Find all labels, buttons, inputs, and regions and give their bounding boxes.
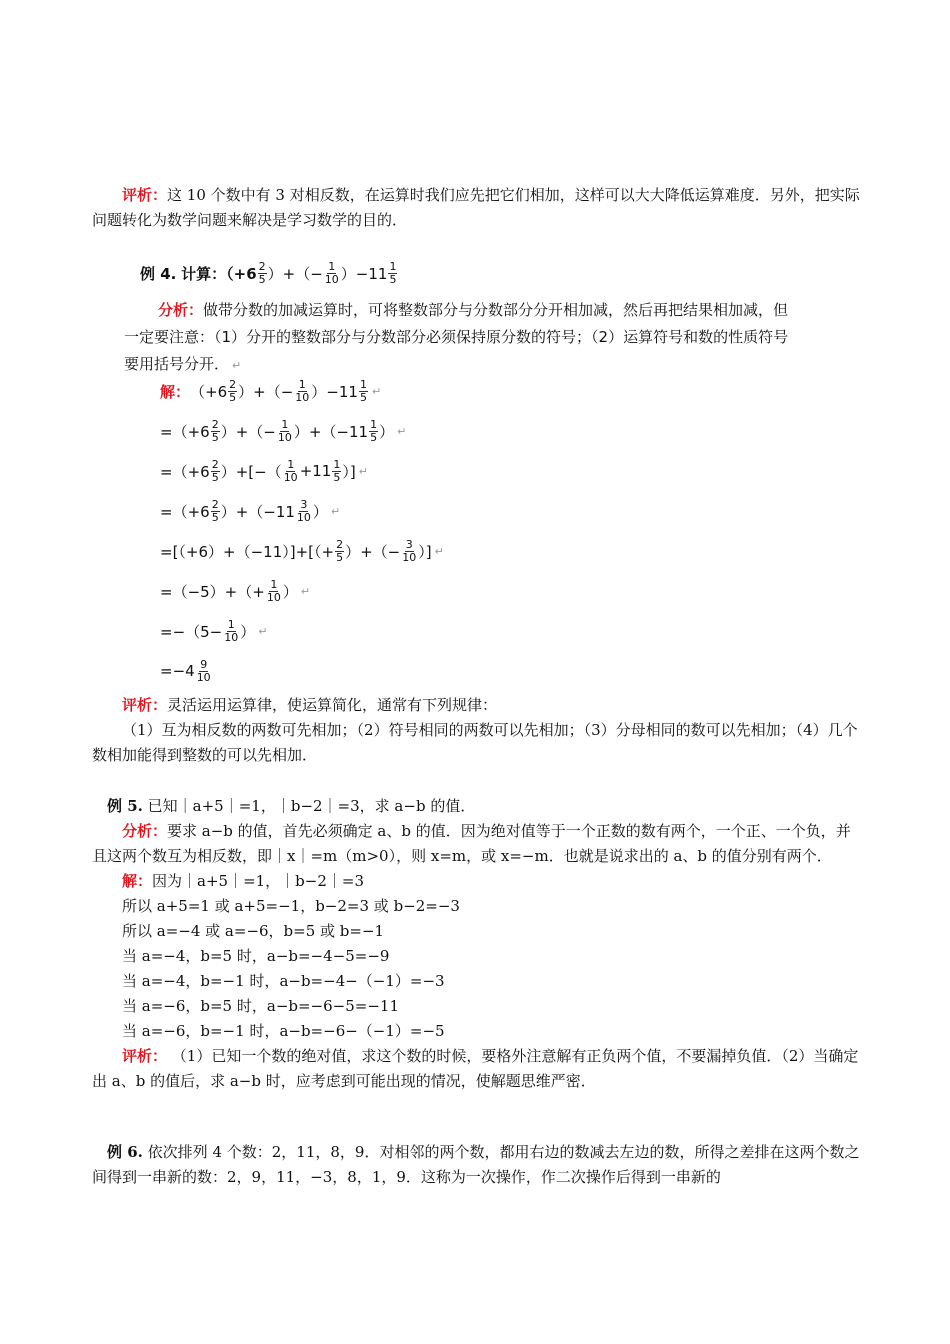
example-4-analysis: 分析：做带分数的加减运算时，可将整数部分与分数部分分开相加减，然后再把结果相加减，但一定要注意：（1）分开的整数部分与分数部分必须保持原分数的符号；（2）运算符号和数的性质符号要用括号分开． ↵ [124, 301, 789, 373]
comment-text: （1）已知一个数的绝对值，求这个数的时候，要格外注意解有正负两个值，不要漏掉负值．（2）当确定出 a、b 的值后，求 a−b 时，应考虑到可能出现的情况，使解题思维严密． [92, 1047, 859, 1090]
solution-label: 解： [160, 382, 191, 401]
comment-paragraph-1 [92, 183, 862, 233]
solution-line: 当 a=−6，b=−1 时，a−b=−6−（−1）=−5 [122, 1022, 445, 1040]
example-6-text: 依次排列 4 个数：2，11，8，9．对相邻的两个数，都用右边的数减去左边的数，所得之差排在这两个数之间得到一串新的数：2，9，11，−3，8，1，9．这称为一次操作，作二次操作后得到一串新的 [92, 1143, 860, 1186]
solution-line: 所以 a+5=1 或 a+5=−1，b−2=3 或 b−2=−3 [122, 897, 460, 915]
solution-line-3: =（+6 $\frac{2}{5}$ ）+（−11 $\frac{3}{10}$ ） ↵ [160, 497, 341, 524]
solution-line-1: =（+6 $\frac{2}{5}$ ）+（− $\frac{1}{10}$ ）+（−11 $\frac{1}{5}$ ） ↵ [160, 417, 407, 444]
comment-text: 灵活运用运算律，使运算简化，通常有下列规律： [167, 696, 498, 714]
analysis-text: 要求 a−b 的值，首先必须确定 a、b 的值．因为绝对值等于一个正数的数有两个，一个正、一个负，并且这两个数互为相反数，即｜x｜=m（m>0），则 x=m，或 x=−m．也就是说求出的 a、b 的值分别有两个． [92, 822, 851, 865]
example-4-comment [92, 693, 862, 768]
solution-label: 解： [122, 872, 153, 890]
example-6-label: 例 6. [107, 1143, 143, 1161]
solution-line: 因为｜a+5｜=1，｜b−2｜=3 [152, 872, 365, 890]
solution-line: 当 a=−4，b=−1 时，a−b=−4−（−1）=−3 [122, 972, 445, 990]
example-4-label: 例 4. [140, 264, 177, 283]
solution-line-6: =−（5− $\frac{1}{10}$ ） ↵ [160, 617, 268, 644]
comment-label: 评析： [122, 186, 168, 204]
solution-line-0: 解： （+6 $\frac{2}{5}$ ）+（− $\frac{1}{10}$ ）−11 $\frac{1}{5}$ ↵ [160, 377, 382, 404]
example-5-block [92, 794, 862, 1094]
example-6-block [92, 1140, 862, 1190]
example-5-label: 例 5. [107, 797, 143, 815]
solution-line-2: =（+6 $\frac{2}{5}$ ）+[−（ $\frac{1}{10}$ +11 $\frac{1}{5}$ ）] ↵ [160, 457, 368, 484]
comment-label: 评析： [122, 696, 168, 714]
analysis-label: 分析： [158, 301, 204, 319]
analysis-label: 分析： [122, 822, 168, 840]
example-5-question: 已知｜a+5｜=1，｜b−2｜=3，求 a−b 的值． [147, 797, 476, 815]
solution-line-5: =（−5）+（+ $\frac{1}{10}$ ） ↵ [160, 577, 311, 604]
example-4-block [124, 255, 804, 695]
comment-rules: （1）互为相反数的两数可先相加；（2）符号相同的两数可以先相加；（3）分母相同的数可以先相加；（4）几个数相加能得到整数的可以先相加． [92, 721, 858, 764]
comment-text: 这 10 个数中有 3 对相反数，在运算时我们应先把它们相加，这样可以大大降低运算难度．另外，把实际问题转化为数学问题来解决是学习数学的目的． [92, 186, 860, 229]
solution-line-4: =[（+6）+（−11）]+[（+ $\frac{2}{5}$ ）+（− $\frac{3}{10}$ ）] ↵ [160, 537, 444, 564]
solution-line: 当 a=−6，b=5 时，a−b=−6−5=−11 [122, 997, 400, 1015]
solution-line: 所以 a=−4 或 a=−6，b=5 或 b=−1 [122, 922, 385, 940]
comment-label: 评析： [122, 1047, 168, 1065]
analysis-text: 做带分数的加减运算时，可将整数部分与分数部分分开相加减，然后再把结果相加减，但一定要注意：（1）分开的整数部分与分数部分必须保持原分数的符号；（2）运算符号和数的性质符号要用括号分开． [124, 301, 789, 373]
solution-line: 当 a=−4，b=5 时，a−b=−4−5=−9 [122, 947, 390, 965]
example-4-title: 例 4. 计算：（+6 $\frac{2}{5}$ ）+（− $\frac{1}{10}$ ）−11 $\frac{1}{5}$ [140, 259, 397, 286]
solution-line-7: =−4 $\frac{9}{10}$ [160, 657, 211, 684]
